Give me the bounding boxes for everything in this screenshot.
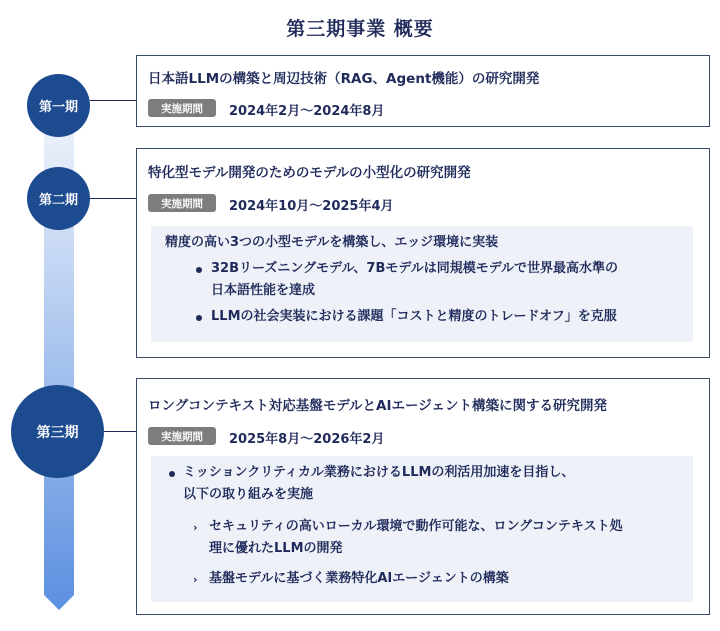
- phase-1-badge: 実施期間: [148, 99, 216, 117]
- phase-3-connector: [104, 431, 136, 432]
- phase-2-details-panel: [151, 226, 693, 342]
- phase-3-title: ロングコンテキスト対応基盤モデルとAIエージェント構築に関する研究開発: [148, 398, 607, 414]
- phase-1-circle: [27, 74, 90, 137]
- phase-1-title: 日本語LLMの構築と周辺技術（RAG、Agent機能）の研究開発: [148, 71, 540, 87]
- phase-1-box: [136, 55, 710, 127]
- phase-3-label: 第三期: [36, 424, 79, 441]
- phase-3-badge: 実施期間: [148, 427, 216, 445]
- chevron-right-icon: ›: [193, 521, 198, 534]
- phase-1-connector: [90, 100, 136, 101]
- phase-3-details-panel: [151, 456, 693, 602]
- phase-2-bullet-2: LLMの社会実装における課題「コストと精度のトレードオフ」を克服: [211, 309, 617, 324]
- phase-2-label: 第二期: [38, 193, 78, 208]
- phase-2-period: 2024年10月～2025年4月: [229, 199, 394, 214]
- phase-2-box: [136, 148, 710, 358]
- phase-2-heading: 精度の高い3つの小型モデルを構築し、エッジ環境に実装: [165, 235, 499, 250]
- phase-3-subitem-2: 基盤モデルに基づく業務特化AIエージェントの構築: [209, 571, 509, 586]
- phase-2-bullet-1-line-2: 日本語性能を達成: [211, 283, 316, 298]
- bullet-icon: [196, 315, 202, 321]
- phase-2-badge: 実施期間: [148, 194, 216, 212]
- phase-2-circle: [27, 167, 90, 230]
- phase-3-circle: [11, 385, 104, 478]
- phase-3-bullet-line-1: ミッションクリティカル業務におけるLLMの利活用加速を目指し、: [183, 465, 575, 480]
- phase-2-title: 特化型モデル開発のためのモデルの小型化の研究開発: [148, 165, 471, 181]
- phase-3-period: 2025年8月～2026年2月: [229, 432, 385, 447]
- phase-3-subitem-1-line-1: セキュリティの高いローカル環境で動作可能な、ロングコンテキスト処: [209, 519, 623, 534]
- page-title: 第三期事業 概要: [286, 18, 434, 40]
- chevron-right-icon: ›: [193, 573, 198, 586]
- phase-2-bullet-1-line-1: 32Bリーズニングモデル、7Bモデルは同規模モデルで世界最高水準の: [211, 261, 619, 276]
- phase-2-connector: [90, 198, 136, 199]
- phase-3-subitem-1-line-2: 理に優れたLLMの開発: [209, 541, 343, 556]
- phase-3-box: [136, 378, 710, 615]
- phase-3-bullet-line-2: 以下の取り組みを実施: [183, 487, 314, 502]
- phase-1-label: 第一期: [38, 100, 78, 115]
- phase-1-period: 2024年2月～2024年8月: [229, 104, 385, 119]
- bullet-icon: [169, 471, 175, 477]
- bullet-icon: [196, 267, 202, 273]
